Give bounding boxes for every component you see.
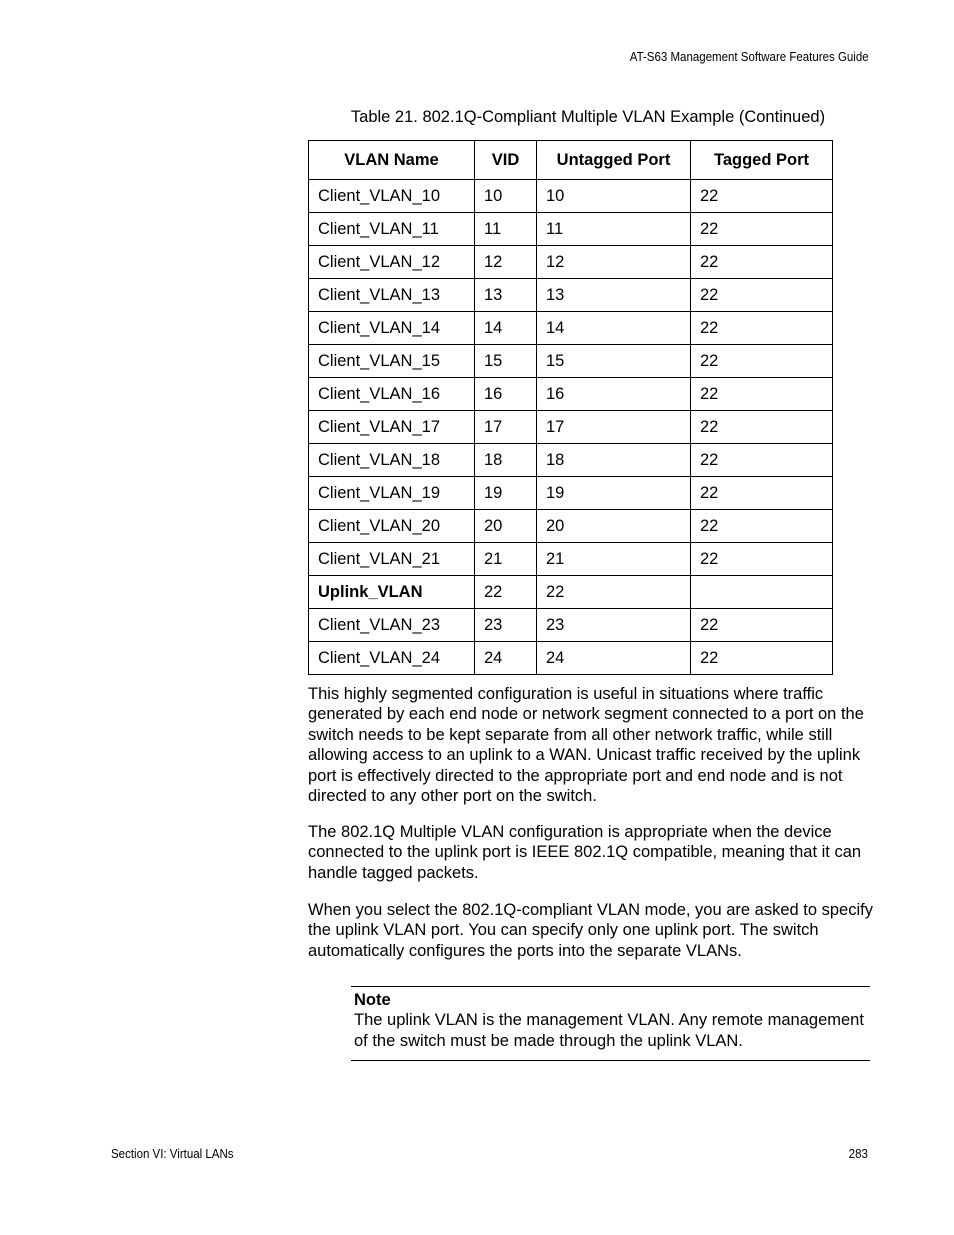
vlan-name-cell: Client_VLAN_10 bbox=[309, 180, 475, 213]
vid-cell: 15 bbox=[475, 345, 537, 378]
untagged-port-cell: 10 bbox=[537, 180, 691, 213]
vid-cell: 19 bbox=[475, 477, 537, 510]
table-row bbox=[309, 444, 833, 477]
column-header-tagged-port: Tagged Port bbox=[691, 141, 833, 180]
column-header-untagged-port: Untagged Port bbox=[537, 141, 691, 180]
vid-cell: 23 bbox=[475, 609, 537, 642]
footer-page-number: 283 bbox=[848, 1147, 868, 1161]
note-box bbox=[351, 986, 870, 1061]
tagged-port-cell: 22 bbox=[691, 543, 833, 576]
tagged-port-cell: 22 bbox=[691, 411, 833, 444]
vlan-name-cell: Client_VLAN_17 bbox=[309, 411, 475, 444]
vid-cell: 10 bbox=[475, 180, 537, 213]
table-caption: Table 21. 802.1Q-Compliant Multiple VLAN Example (Continued) bbox=[350, 108, 826, 126]
vid-cell: 22 bbox=[475, 576, 537, 609]
vlan-name-cell: Client_VLAN_11 bbox=[309, 213, 475, 246]
vlan-table bbox=[308, 140, 833, 675]
body-paragraph-1: This highly segmented configuration is useful in situations where traffic generated by each end node or network segment connected to a port on the switch needs to be kept separate from all other network traffic, while still allowing access to an uplink to a WAN. Unicast traffic received by the uplink port is effectively directed to the appropriate port and end node and is not directed to any other port on the switch. bbox=[308, 685, 864, 806]
vlan-name-cell: Client_VLAN_15 bbox=[309, 345, 475, 378]
tagged-port-cell: 22 bbox=[691, 477, 833, 510]
table-row bbox=[309, 609, 833, 642]
vid-cell: 12 bbox=[475, 246, 537, 279]
table-row bbox=[309, 411, 833, 444]
untagged-port-cell: 13 bbox=[537, 279, 691, 312]
tagged-port-cell: 22 bbox=[691, 246, 833, 279]
tagged-port-cell: 22 bbox=[691, 213, 833, 246]
untagged-port-cell: 15 bbox=[537, 345, 691, 378]
table-header-row bbox=[309, 141, 833, 180]
tagged-port-cell bbox=[691, 576, 833, 609]
tagged-port-cell: 22 bbox=[691, 642, 833, 675]
untagged-port-cell: 23 bbox=[537, 609, 691, 642]
vid-cell: 20 bbox=[475, 510, 537, 543]
tagged-port-cell: 22 bbox=[691, 378, 833, 411]
tagged-port-cell: 22 bbox=[691, 444, 833, 477]
note-text: The uplink VLAN is the management VLAN. Any remote management of the switch must be made through the uplink VLAN. bbox=[354, 1011, 864, 1050]
vlan-name-cell: Uplink_VLAN bbox=[309, 576, 475, 609]
tagged-port-cell: 22 bbox=[691, 609, 833, 642]
untagged-port-cell: 21 bbox=[537, 543, 691, 576]
vlan-name-cell: Client_VLAN_19 bbox=[309, 477, 475, 510]
vid-cell: 14 bbox=[475, 312, 537, 345]
untagged-port-cell: 11 bbox=[537, 213, 691, 246]
page-header-title: AT-S63 Management Software Features Guide bbox=[630, 50, 869, 64]
vid-cell: 11 bbox=[475, 213, 537, 246]
tagged-port-cell: 22 bbox=[691, 312, 833, 345]
table-row bbox=[309, 312, 833, 345]
vid-cell: 17 bbox=[475, 411, 537, 444]
table-row bbox=[309, 543, 833, 576]
vlan-name-cell: Client_VLAN_21 bbox=[309, 543, 475, 576]
vlan-name-cell: Client_VLAN_16 bbox=[309, 378, 475, 411]
vid-cell: 16 bbox=[475, 378, 537, 411]
column-header-vlan-name: VLAN Name bbox=[309, 141, 475, 180]
vlan-name-cell: Client_VLAN_18 bbox=[309, 444, 475, 477]
table-row bbox=[309, 510, 833, 543]
note-title: Note bbox=[354, 991, 391, 1009]
tagged-port-cell: 22 bbox=[691, 345, 833, 378]
vlan-name-cell: Client_VLAN_14 bbox=[309, 312, 475, 345]
untagged-port-cell: 17 bbox=[537, 411, 691, 444]
footer-section: Section VI: Virtual LANs bbox=[111, 1147, 234, 1161]
table-row bbox=[309, 279, 833, 312]
table-row bbox=[309, 378, 833, 411]
untagged-port-cell: 18 bbox=[537, 444, 691, 477]
vid-cell: 21 bbox=[475, 543, 537, 576]
tagged-port-cell: 22 bbox=[691, 180, 833, 213]
untagged-port-cell: 24 bbox=[537, 642, 691, 675]
vlan-name-cell: Client_VLAN_13 bbox=[309, 279, 475, 312]
vlan-name-cell: Client_VLAN_12 bbox=[309, 246, 475, 279]
tagged-port-cell: 22 bbox=[691, 510, 833, 543]
vlan-name-cell: Client_VLAN_20 bbox=[309, 510, 475, 543]
table-row bbox=[309, 180, 833, 213]
vid-cell: 13 bbox=[475, 279, 537, 312]
body-paragraph-2: The 802.1Q Multiple VLAN configuration is appropriate when the device connected to the uplink port is IEEE 802.1Q compatible, meaning that it can handle tagged packets. bbox=[308, 823, 862, 882]
vid-cell: 18 bbox=[475, 444, 537, 477]
table-row-uplink bbox=[309, 576, 833, 609]
vlan-name-cell: Client_VLAN_24 bbox=[309, 642, 475, 675]
table-row bbox=[309, 345, 833, 378]
column-header-vid: VID bbox=[475, 141, 537, 180]
untagged-port-cell: 22 bbox=[537, 576, 691, 609]
table-row bbox=[309, 213, 833, 246]
vlan-name-cell: Client_VLAN_23 bbox=[309, 609, 475, 642]
untagged-port-cell: 19 bbox=[537, 477, 691, 510]
untagged-port-cell: 20 bbox=[537, 510, 691, 543]
untagged-port-cell: 12 bbox=[537, 246, 691, 279]
table-row bbox=[309, 477, 833, 510]
table-row bbox=[309, 246, 833, 279]
table-row bbox=[309, 642, 833, 675]
body-paragraph-3: When you select the 802.1Q-compliant VLAN mode, you are asked to specify the uplink VLAN port. You can specify only one uplink port. The switch automatically configures the ports into the separate VLANs. bbox=[308, 901, 873, 960]
tagged-port-cell: 22 bbox=[691, 279, 833, 312]
untagged-port-cell: 14 bbox=[537, 312, 691, 345]
untagged-port-cell: 16 bbox=[537, 378, 691, 411]
vid-cell: 24 bbox=[475, 642, 537, 675]
